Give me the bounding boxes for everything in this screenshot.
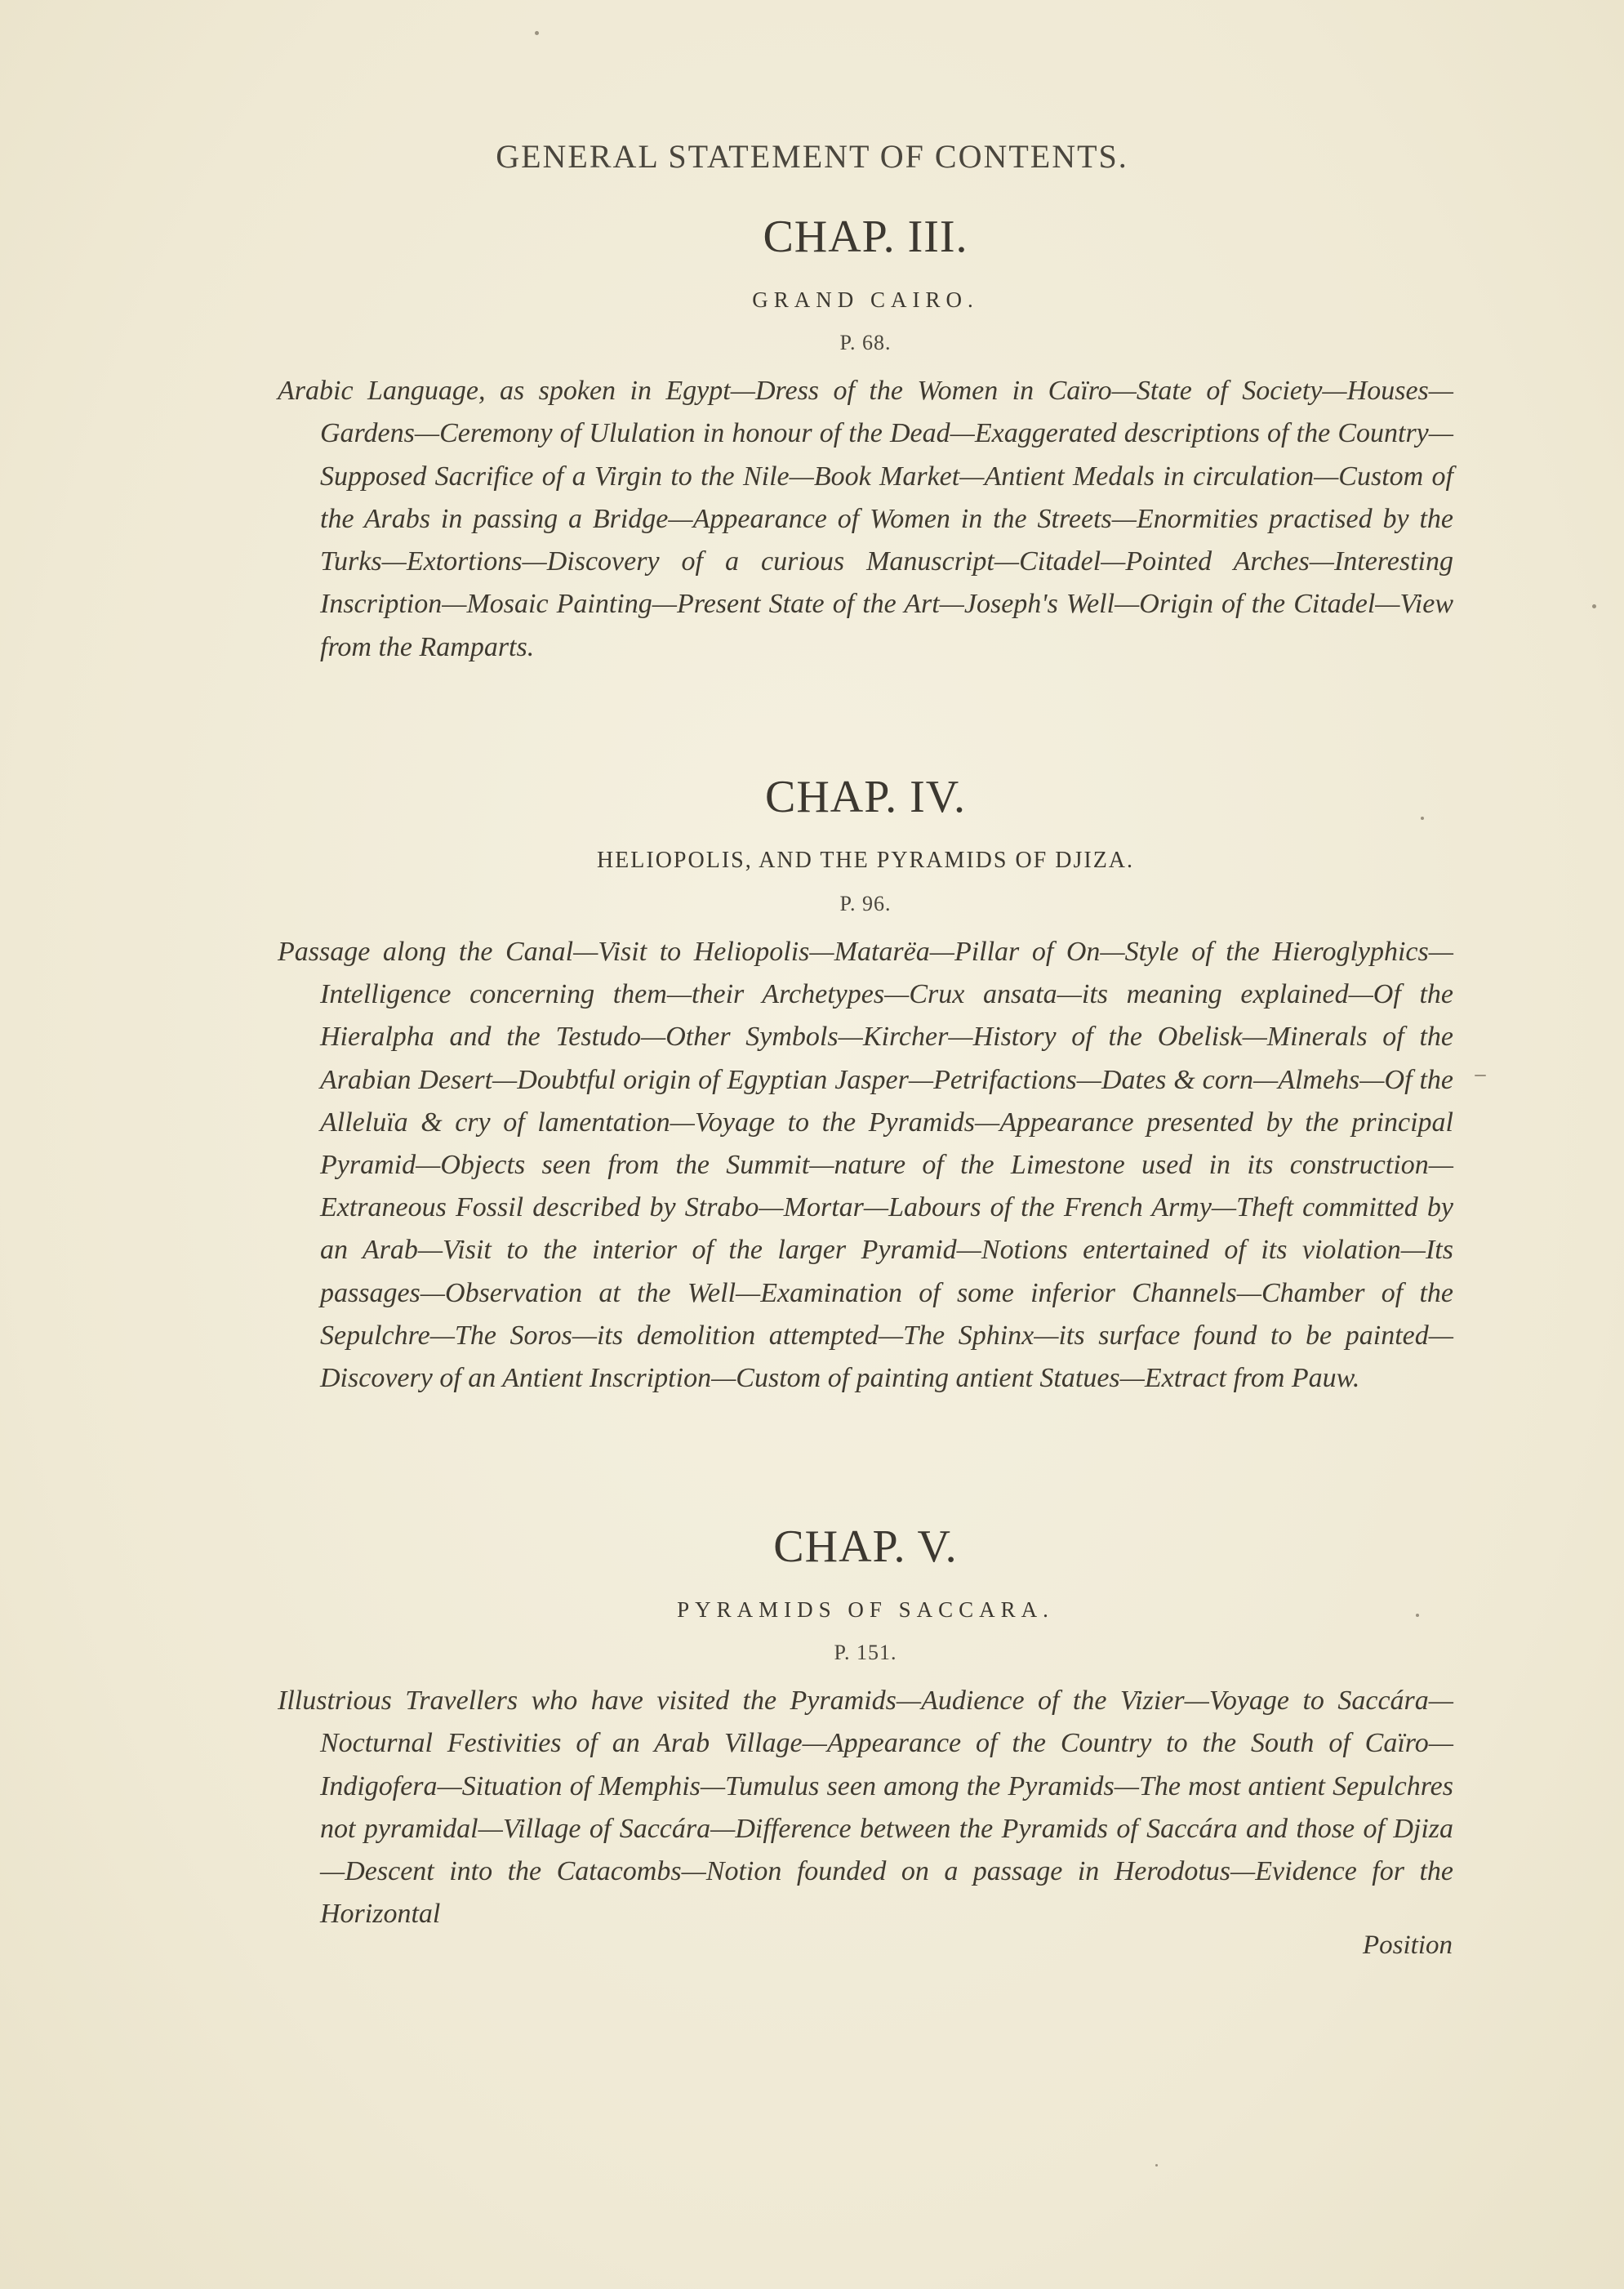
paper-speck [1592, 604, 1596, 608]
chapter-title: CHAP. IV. [764, 772, 967, 822]
running-head: GENERAL STATEMENT OF CONTENTS. [496, 138, 1128, 175]
paper-speck [535, 31, 539, 35]
chapter-subtitle: GRAND CAIRO. [752, 287, 979, 312]
chapter-subtitle: PYRAMIDS OF SACCARA. [677, 1597, 1054, 1622]
chapter-summary: Illustrious Travellers who have visited the Pyramids—Audience of the Vizier—Voyage to Saccára—Nocturnal Festivities of an Arab Village—Appearance of the Country to the South of Caïro—Indigofera—Situation of Memphis—Tumulus seen among the Pyramids—The most antient Sepulchres not pyramidal—Village of Saccára—Difference between the Pyramids of Saccára and those of Djiza—Descent into the Catacombs—Notion founded on a passage in Herodotus—Evidence for the Horizontal [278, 1686, 1453, 1930]
chapter-page-number: P. 151. [834, 1641, 897, 1664]
chapter-page-number: P. 96. [839, 892, 892, 915]
chapter-summary: Passage along the Canal—Visit to Heliopolis—Matarëa—Pillar of On—Style of the Hieroglyphics—Intelligence concerning them—their Archetypes—Crux ansata—its meaning explained—Of the Hieralpha and the Testudo—Other Symbols—Kircher—History of the Obelisk—Minerals of the Arabian Desert—Doubtful origin of Egyptian Jasper—Petrifactions—Dates & corn—Almehs—Of the Alleluïa & cry of lamentation—Voyage to the Pyramids—Appearance presented by the principal Pyramid—Objects seen from the Summit—nature of the Limestone used in its construction—Extraneous Fossil described by Strabo—Mortar—Labours of the French Army—Theft committed by an Arab—Visit to the interior of the larger Pyramid—Notions entertained of its violation—Its passages—Observation at the Well—Examination of some inferior Channels—Chamber of the Sepulchre—The Soros—its demolition attempted—The Sphinx—its surface found to be painted—Discovery of an Antient Inscription—Custom of painting antient Statues—Extract from Pauw. [278, 937, 1453, 1394]
catchword: Position [1362, 1931, 1453, 1960]
chapter-iii [278, 214, 1453, 697]
paper-speck [1421, 817, 1424, 820]
chapter-subtitle: HELIOPOLIS, AND THE PYRAMIDS OF DJIZA. [596, 848, 1135, 873]
chapter-title: CHAP. III. [763, 212, 968, 262]
chapter-iv [278, 774, 1453, 1427]
chapter-v [278, 1521, 1453, 1964]
paper-speck [1155, 2164, 1158, 2167]
chapter-summary: Arabic Language, as spoken in Egypt—Dress of the Women in Caïro—State of Society—Houses—Gardens—Ceremony of Ululation in honour of the Dead—Exaggerated descriptions of the Country—Supposed Sacrifice of a Virgin to the Nile—Book Market—Antient Medals in circulation—Custom of the Arabs in passing a Bridge—Appearance of Women in the Streets—Enormities practised by the Turks—Extortions—Discovery of a curious Manuscript—Citadel—Pointed Arches—Interesting Inscription—Mosaic Painting—Present State of the Art—Joseph's Well—Origin of the Citadel—View from the Ramparts. [278, 376, 1453, 662]
chapter-title: CHAP. V. [773, 1521, 958, 1572]
paper-speck [1475, 1075, 1486, 1076]
chapter-page-number: P. 68. [839, 331, 892, 354]
paper-speck [1416, 1614, 1419, 1617]
